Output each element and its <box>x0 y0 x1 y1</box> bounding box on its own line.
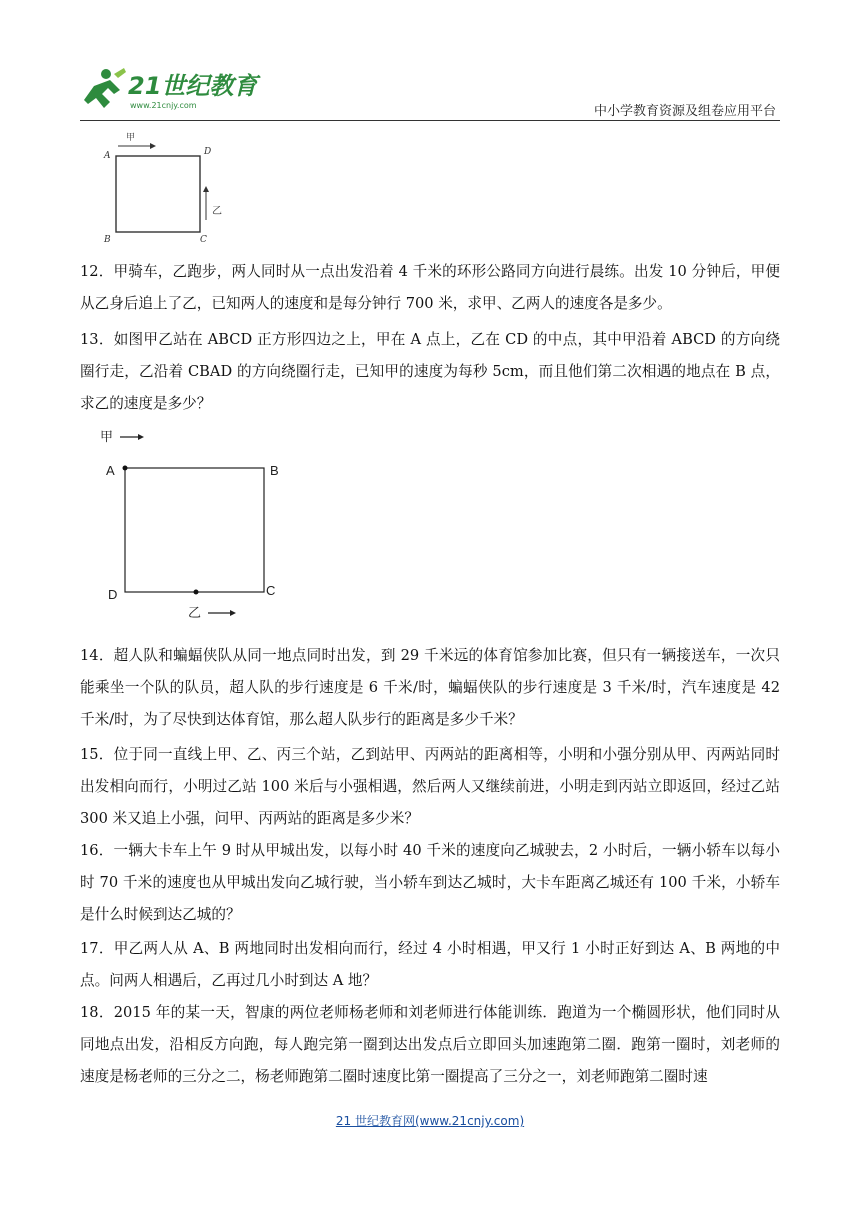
fig2-point-midpoint <box>194 590 199 595</box>
question-number: 14． <box>80 647 114 664</box>
question-text: 位于同一直线上甲、乙、丙三个站，乙到站甲、丙两站的距离相等，小明和小强分别从甲、丙两站同时出发相向而行，小明过乙站 100 米后与小强相遇，然后两人又继续前进，小明走到丙站立即返回，经过乙站 300 米又追上小强，问甲、丙两站的距离是多少米？ <box>80 746 780 827</box>
logo <box>80 64 280 116</box>
fig2-point-a <box>123 466 128 471</box>
question-number: 13． <box>80 331 114 348</box>
fig1-label-a: A <box>104 151 111 161</box>
fig2-label-yi: 乙 <box>188 606 202 621</box>
question-text: 一辆大卡车上午 9 时从甲城出发，以每小时 40 千米的速度向乙城驶去，2 小时后，一辆小轿车以每小时 70 千米的速度也从甲城出发向乙城行驶，当小轿车到达乙城时，大卡车距离乙城还有 100 千米，小轿车是什么时候到达乙城的？ <box>80 842 780 923</box>
fig2-label-d: D <box>108 587 118 602</box>
logo-url: www.21cnjy.com <box>130 101 197 110</box>
question-number: 17． <box>80 940 114 957</box>
logo-text: 21世纪教育 <box>128 72 258 100</box>
page-header <box>80 64 780 120</box>
platform-title: 中小学教育资源及组卷应用平台 <box>593 104 776 119</box>
fig1-label-jia: 甲 <box>126 133 136 143</box>
question-12 <box>80 256 780 320</box>
square-diagram-1 <box>100 128 240 248</box>
fig2-label-jia: 甲 <box>100 430 114 445</box>
fig1-label-c: C <box>200 235 207 245</box>
question-number: 16． <box>80 842 114 859</box>
question-text: 甲乙两人从 A、B 两地同时出发相向而行，经过 4 小时相遇，甲又行 1 小时正好到达 A、B 两地的中点。问两人相遇后，乙再过几小时到达 A 地？ <box>80 940 780 989</box>
header-rule <box>80 120 780 121</box>
fig2-label-c: C <box>266 583 276 598</box>
question-text: 甲骑车，乙跑步，两人同时从一点出发沿着 4 千米的环形公路同方向进行晨练。出发 10 分钟后，甲便从乙身后追上了乙，已知两人的速度和是每分钟行 700 米，求甲、乙两人的速度各是多少。 <box>80 263 780 312</box>
fig1-label-b: B <box>104 235 111 245</box>
fig2-square <box>125 468 264 592</box>
question-18 <box>80 997 780 1093</box>
question-text: 超人队和蝙蝠侠队从同一地点同时出发，到 29 千米远的体育馆参加比赛，但只有一辆接送车，一次只能乘坐一个队的队员，超人队的步行速度是 6 千米/时，蝙蝠侠队的步行速度是 3 千米/时，汽车速度是 42 千米/时，为了尽快到达体育馆，那么超人队步行的距离是多少千米？ <box>80 647 780 728</box>
fig2-label-b: B <box>270 463 279 478</box>
fig1-label-yi: 乙 <box>212 206 222 217</box>
question-17 <box>80 933 780 997</box>
fig2-label-a: A <box>106 463 115 478</box>
square-diagram-2 <box>96 425 296 635</box>
question-number: 18． <box>80 1004 114 1021</box>
question-number: 12． <box>80 263 114 280</box>
fig1-square <box>116 156 200 232</box>
question-16 <box>80 835 780 931</box>
footer-link[interactable]: 21 世纪教育网(www.21cnjy.com) <box>335 1114 525 1128</box>
question-text: 如图甲乙站在 ABCD 正方形四边之上，甲在 A 点上，乙在 CD 的中点，其中甲沿着 ABCD 的方向绕圈行走，乙沿着 CBAD 的方向绕圈行走，已知甲的速度为每秒 5cm，而且他们第二次相遇的地点在 B 点，求乙的速度是多少？ <box>80 331 781 412</box>
question-14 <box>80 640 780 736</box>
question-13 <box>80 324 780 420</box>
question-text: 2015 年的某一天，智康的两位老师杨老师和刘老师进行体能训练．跑道为一个椭圆形状，他们同时从同地点出发，沿相反方向跑，每人跑完第一圈到达出发点后立即回头加速跑第二圈．跑第一圈时，刘老师的速度是杨老师的三分之二，杨老师跑第二圈时速度比第一圈提高了三分之一，刘老师跑第二圈时速 <box>80 1004 780 1085</box>
fig1-label-d: D <box>204 147 212 157</box>
runner-icon <box>84 68 126 108</box>
question-15 <box>80 739 780 835</box>
question-number: 15． <box>80 746 114 763</box>
